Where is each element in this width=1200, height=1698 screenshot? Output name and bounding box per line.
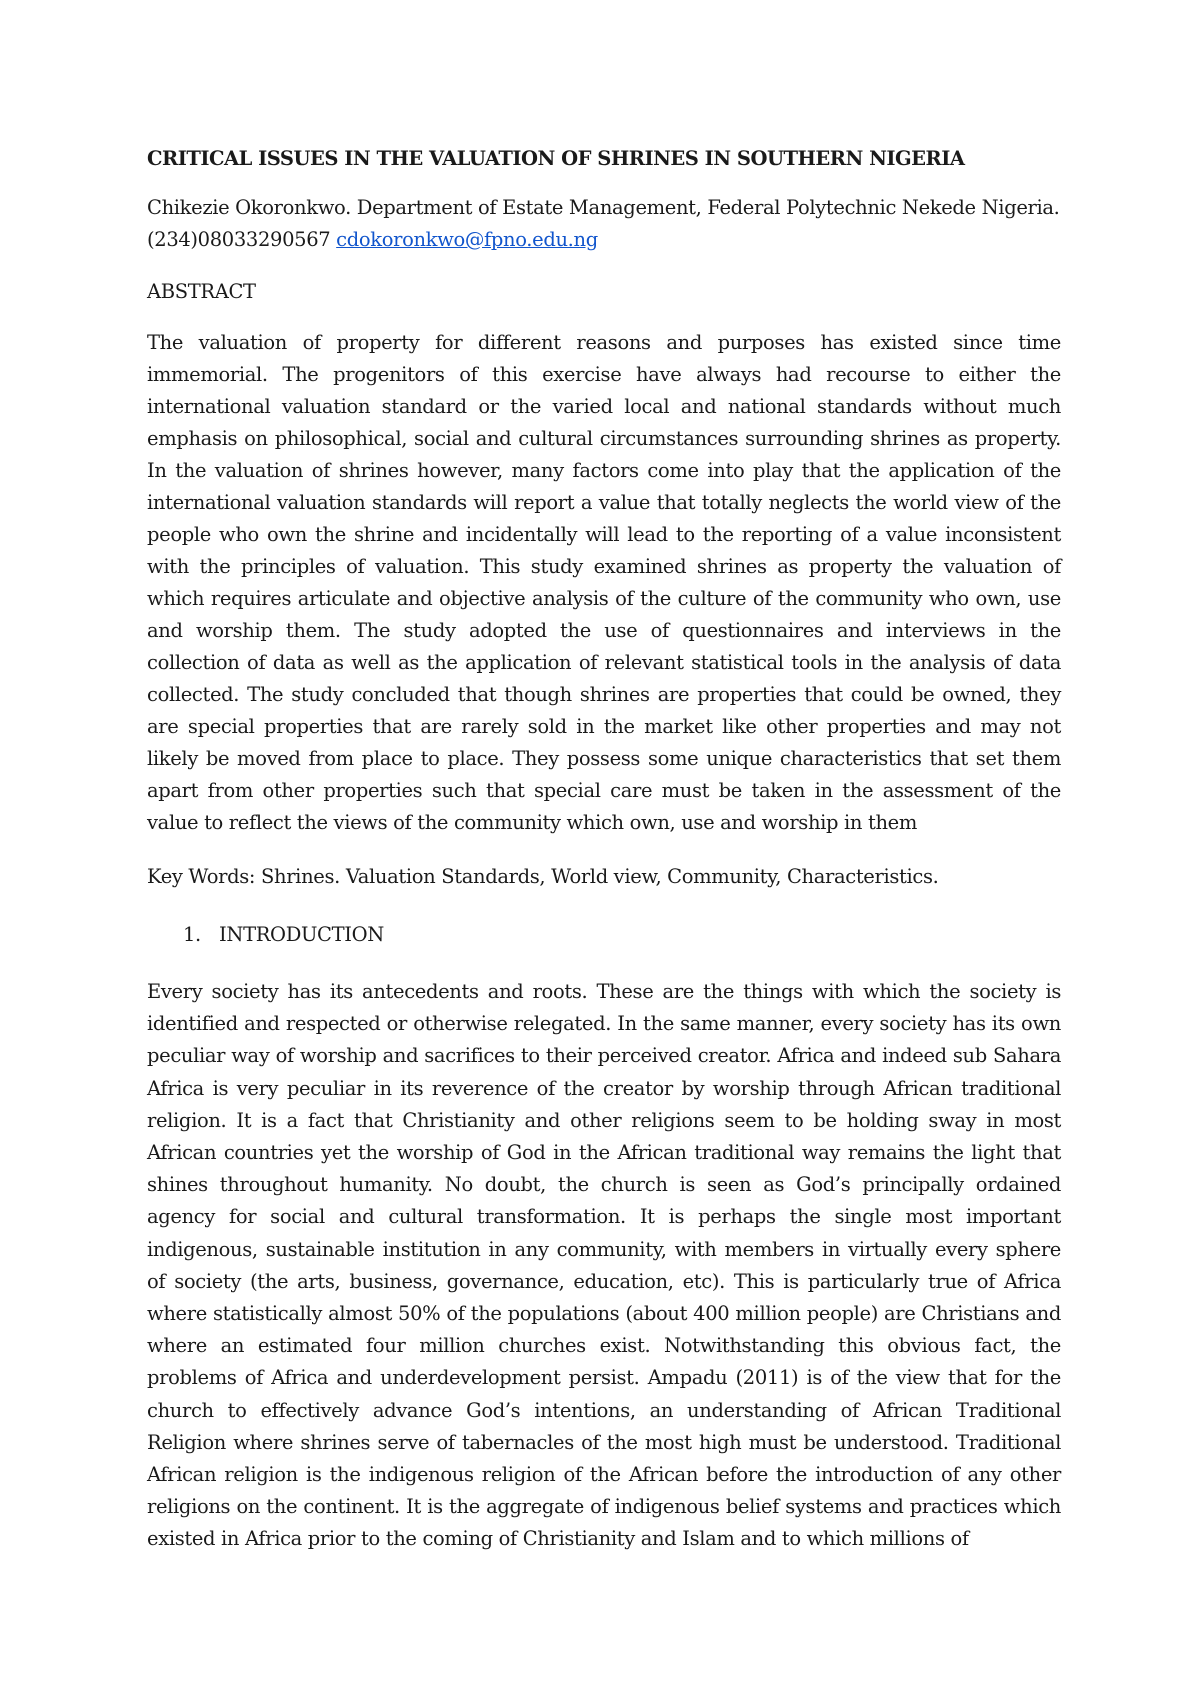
author-email-link[interactable]: cdokoronkwo@fpno.edu.ng (336, 228, 598, 251)
author-affiliation (147, 192, 1061, 256)
section-number: 1. (183, 923, 201, 946)
abstract-heading: ABSTRACT (147, 280, 256, 303)
introduction-text: Every society has its antecedents and roots. These are the things with which the society is identified and respected or otherwise relegated. In the same manner, every society has its own peculiar way of worship and sacrifices to their perceived creator. Africa and indeed sub Sahara Africa is very peculiar in its reverence of the creator by worship through African traditional religion. It is a fact that Christianity and other religions seem to be holding sway in most African countries yet the worship of God in the African traditional way remains the light that shines throughout humanity. No doubt, the church is seen as God’s principally ordained agency for social and cultural transformation. It is perhaps the single most important indigenous, sustainable institution in any community, with members in virtually every sphere of society (the arts, business, governance, education, etc). This is particularly true of Africa where statistically almost 50% of the populations (about 400 million people) are Christians and where an estimated four million churches exist. Notwithstanding this obvious fact, the problems of Africa and underdevelopment persist. Ampadu (2011) is of the view that for the church to effectively advance God’s intentions, an understanding of African Traditional Religion where shrines serve of tabernacles of the most high must be understood. Traditional African religion is the indigenous religion of the African before the introduction of any other religions on the continent. It is the aggregate of indigenous belief systems and practices which existed in Africa prior to the coming of Christianity and Islam and to which millions of (147, 980, 1061, 1551)
keywords: Key Words: Shrines. Valuation Standards, World view, Community, Characteristics. (147, 865, 939, 888)
section-title: INTRODUCTION (219, 923, 384, 946)
paper-title: CRITICAL ISSUES IN THE VALUATION OF SHRINES IN SOUTHERN NIGERIA (147, 147, 965, 170)
author-line: Chikezie Okoronkwo. Department of Estate Management, Federal Polytechnic Nekede Nigeria. (234)08033290567 (147, 196, 1060, 251)
section-heading-introduction (147, 919, 1061, 951)
paper-content (147, 146, 1061, 1556)
abstract-text: The valuation of property for different reasons and purposes has existed since time immemorial. The progenitors of this exercise have always had recourse to either the international valuation standard or the varied local and national standards without much emphasis on philosophical, social and cultural circumstances surrounding shrines as property. In the valuation of shrines however, many factors come into play that the application of the international valuation standards will report a value that totally neglects the world view of the people who own the shrine and incidentally will lead to the reporting of a value inconsistent with the principles of valuation. This study examined shrines as property the valuation of which requires articulate and objective analysis of the culture of the community who own, use and worship them. The study adopted the use of questionnaires and interviews in the collection of data as well as the application of relevant statistical tools in the analysis of data collected. The study concluded that though shrines are properties that could be owned, they are special properties that are rarely sold in the market like other properties and may not likely be moved from place to place. They possess some unique characteristics that set them apart from other properties such that special care must be taken in the assessment of the value to reflect the views of the community which own, use and worship in them (147, 331, 1061, 834)
